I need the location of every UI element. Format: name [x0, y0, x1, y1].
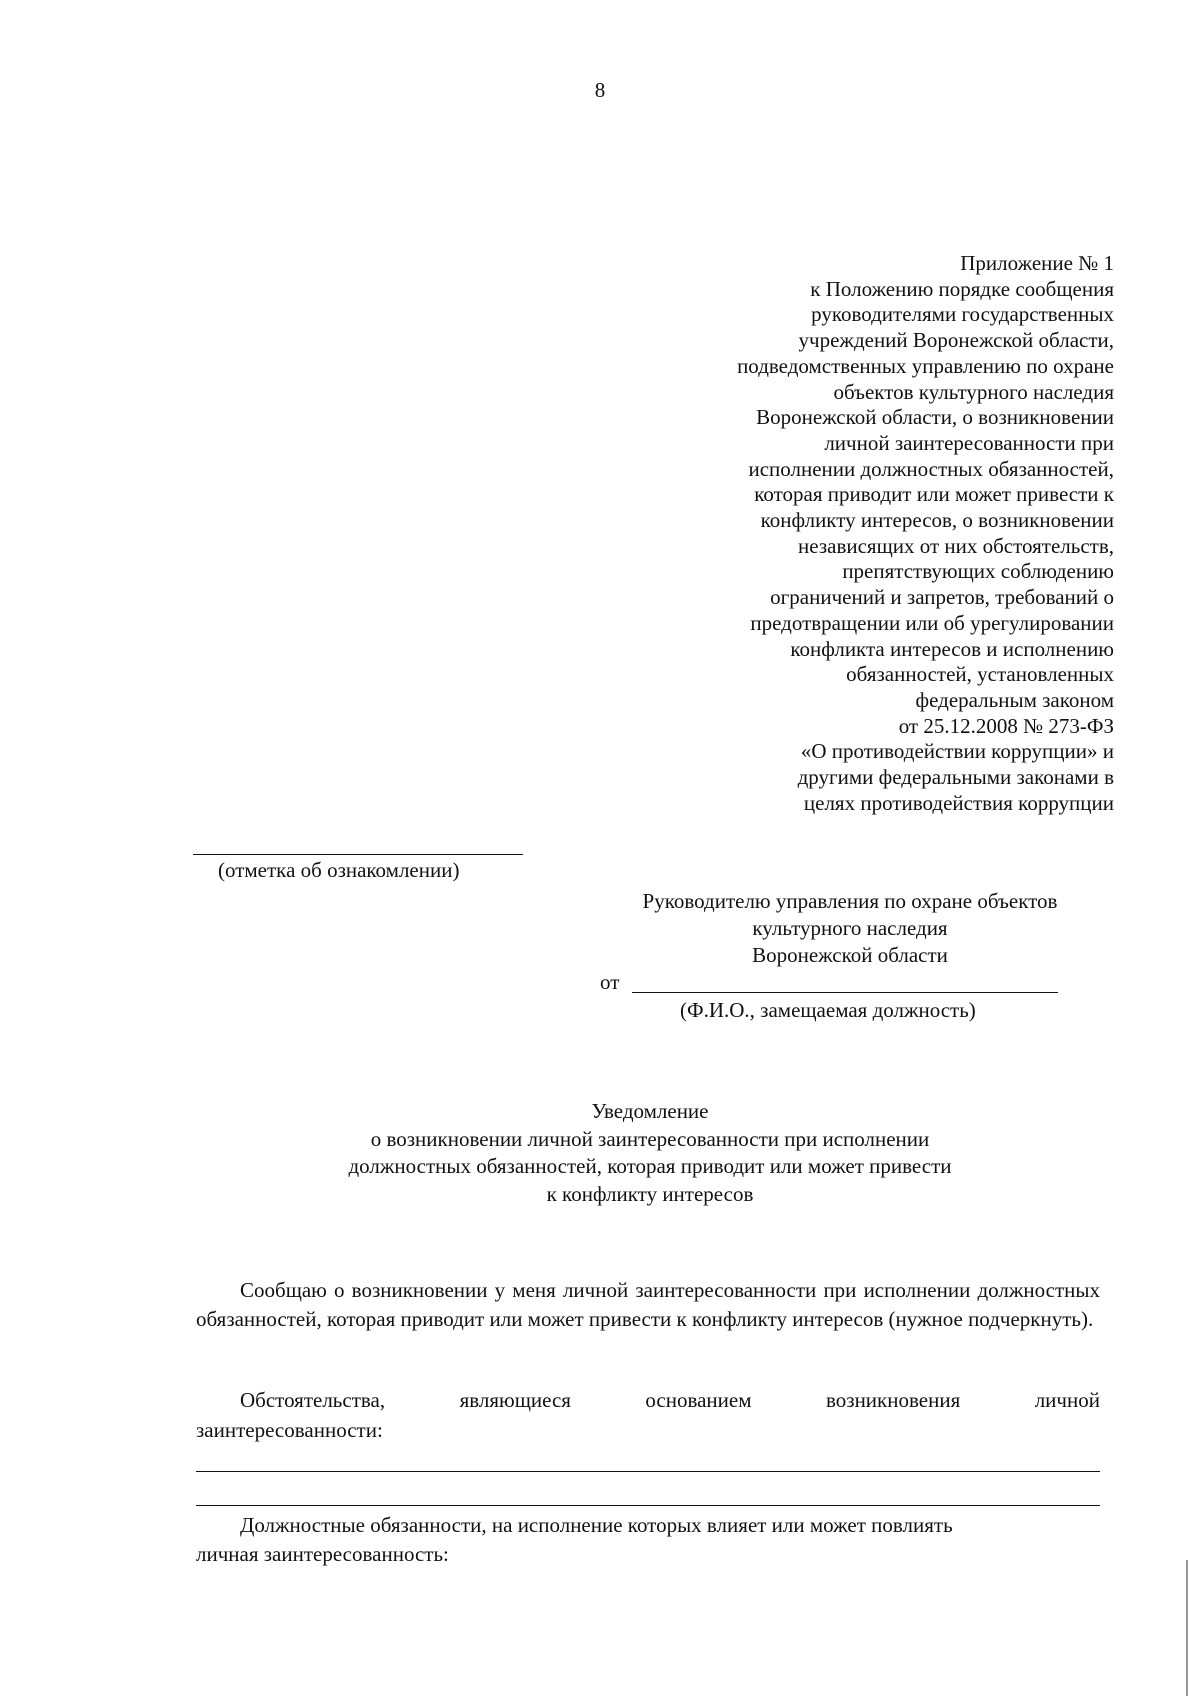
appendix-line: к Положению порядке сообщения — [810, 276, 1114, 301]
appendix-line: «О противодействии коррупции» и — [800, 739, 1114, 764]
notice-title-line: Уведомление — [591, 1099, 709, 1123]
appendix-line: от 25.12.2008 № 273-ФЗ — [898, 713, 1114, 738]
appendix-line: Воронежской области, о возникновении — [756, 405, 1114, 430]
acknowledgement-signature-line — [193, 854, 523, 855]
appendix-line: подведомственных управлению по охране — [737, 353, 1114, 378]
circumstances-word: основанием — [645, 1388, 752, 1412]
circumstances-word: являющиеся — [459, 1388, 571, 1412]
appendix-line: другими федеральными законами в — [797, 765, 1114, 790]
appendix-line: обязанностей, установленных — [846, 662, 1114, 687]
appendix-line: Приложение № 1 — [960, 251, 1114, 275]
scan-margin-mark — [1186, 1560, 1188, 1696]
appendix-line: исполнении должностных обязанностей, — [748, 456, 1114, 481]
from-label: от — [600, 970, 620, 994]
notice-title — [200, 1098, 1100, 1208]
from-fill-line — [632, 992, 1058, 993]
appendix-line: личной заинтересованности при — [824, 430, 1114, 455]
appendix-line: объектов культурного наследия — [833, 379, 1114, 404]
page-number: 8 — [594, 78, 606, 102]
fio-label: (Ф.И.О., замещаемая должность) — [680, 998, 976, 1022]
appendix-line: федеральным законом — [915, 687, 1114, 712]
appendix-line: конфликта интересов и исполнению — [790, 636, 1114, 661]
addressee-block — [600, 888, 1100, 969]
appendix-line: независящих от них обстоятельств, — [798, 533, 1114, 558]
appendix-line: которая приводит или может привести к — [754, 482, 1114, 507]
duties-paragraph — [196, 1511, 1100, 1569]
appendix-line: предотвращении или об урегулировании — [750, 610, 1114, 635]
circumstances-continuation: заинтересованности: — [196, 1418, 383, 1442]
notice-title-line: к конфликту интересов — [546, 1181, 754, 1206]
appendix-line: руководителями государственных — [811, 302, 1114, 327]
notice-title-line: о возникновении личной заинтересованности при исполнении — [370, 1126, 930, 1151]
addressee-line: Руководителю управления по охране объектов — [642, 889, 1058, 913]
circumstances-word: Обстоятельства, — [240, 1388, 386, 1412]
circumstances-heading — [240, 1388, 1100, 1413]
acknowledgement-label: (отметка об ознакомлении) — [218, 858, 460, 882]
appendix-line: учреждений Воронежской области, — [798, 328, 1114, 353]
appendix-block — [594, 251, 1114, 816]
fill-in-line — [196, 1505, 1100, 1506]
duties-line: личная заинтересованность: — [196, 1542, 449, 1566]
fill-in-line — [196, 1471, 1100, 1472]
addressee-line: Воронежской области — [752, 943, 948, 967]
circumstances-word: возникновения — [826, 1388, 961, 1412]
appendix-line: целях противодействия коррупции — [803, 790, 1114, 815]
duties-line: Должностные обязанности, на исполнение которых влияет или может повлиять — [240, 1513, 953, 1537]
addressee-line: культурного наследия — [752, 916, 948, 940]
appendix-line: ограничений и запретов, требований о — [770, 585, 1114, 610]
circumstances-word: личной — [1034, 1388, 1100, 1412]
appendix-line: конфликту интересов, о возникновении — [760, 508, 1114, 533]
appendix-line: препятствующих соблюдению — [842, 559, 1114, 584]
body-paragraph: Сообщаю о возникновении у меня личной заинтересованности при исполнении должностных обязанностей, которая приводит или может привести к конфликту интересов (нужное подчеркнуть). — [196, 1278, 1100, 1331]
notice-title-line: должностных обязанностей, которая приводит или может привести — [348, 1154, 952, 1178]
